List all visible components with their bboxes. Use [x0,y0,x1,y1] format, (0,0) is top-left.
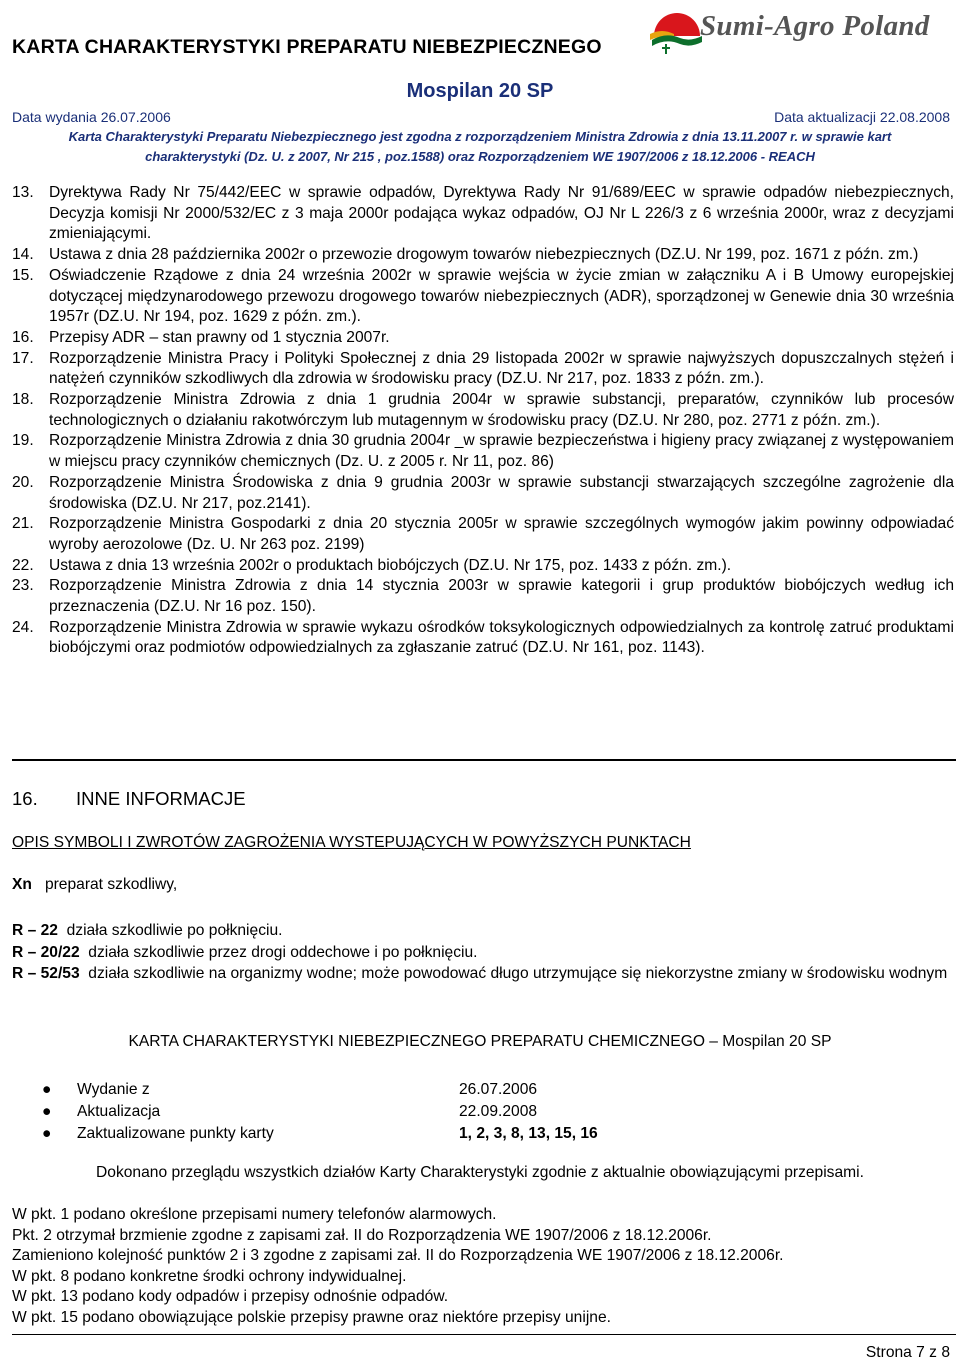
list-item [12,183,954,245]
list-item-number: 14. [12,246,34,264]
list-item-number: 20. [12,473,34,491]
list-item [12,349,954,390]
update-date: Data aktualizacji 22.08.2008 [774,109,950,125]
document-title: KARTA CHARAKTERYSTYKI PREPARATU NIEBEZPIECZNEGO [12,36,602,58]
list-item-number: 19. [12,432,34,450]
change-note: Zamieniono kolejność punktów 2 i 3 zgodne z zapisami zał. II do Rozporządzenia WE 1907/2006 z 18.12.2006r. [12,1247,784,1264]
section-number: 16. [12,788,38,809]
risk-phrase-code: R – 20/22 [12,943,80,961]
list-item-number: 18. [12,391,34,409]
section-heading [12,788,246,810]
hazard-symbol-code: Xn [12,876,32,893]
issue-date: Data wydania 26.07.2006 [12,109,171,125]
company-logo [648,4,953,56]
bullet-icon: ● [42,1125,52,1142]
list-item-text: Rozporządzenie Ministra Zdrowia z dnia 14 stycznia 2003r w sprawie kategorii i grup produktów biobójczych według ich przeznaczenia (DZ.U. Nr 16 poz. 150). [49,577,954,616]
compliance-line: charakterystyki (Dz. U. z 2007, Nr 215 , poz.1588) oraz Rozporządzeniem WE 1907/2006 z 18.12.2006 - REACH [145,149,815,164]
risk-phrase [12,942,956,964]
risk-phrase [12,963,956,985]
list-item [12,576,954,617]
list-item-text: Rozporządzenie Ministra Zdrowia z dnia 1 grudnia 2004r w sprawie substancji, preparatów, czynników lub procesów technologicznych o działaniu rakotwórczym lub mutagennym w środowisku pracy (DZ.U. Nr 280, poz. 2771 z późn. zm.). [49,391,954,429]
list-item [12,514,954,555]
review-statement: Dokonano przeglądu wszystkich działów Karty Charakterystyki zgodnie z aktualnie obowiązującymi przepisami. [96,1164,864,1181]
logo-text: Sumi-Agro Poland [700,10,930,42]
risk-phrase-text: działa szkodliwie przez drogi oddechowe i po połknięciu. [88,943,478,961]
revision-info-item [40,1101,538,1123]
product-name: Mospilan 20 SP [406,80,554,102]
list-item-text: Oświadczenie Rządowe z dnia 24 września 2002r w sprawie wejścia w życie zmian w załączniku A i B Umowy europejskiej dotyczącej międzynarodowego przewozu drogowego towarów niebezpiecznych (ADR), sporządzonej w Genewie dnia 30 września 1957r (DZ.U. Nr 194, poz. 1629 z późn. zm.). [49,266,954,326]
list-item-number: 21. [12,515,34,533]
list-item-number: 24. [12,618,34,636]
list-item-number: 15. [12,266,34,284]
list-item-text: Ustawa z dnia 28 października 2002r o przewozie drogowym towarów niebezpiecznych (DZ.U. Nr 199, poz. 1671 z późn. zm.) [49,246,919,264]
change-note: W pkt. 1 podano określone przepisami numery telefonów alarmowych. [12,1206,497,1223]
compliance-line: Karta Charakterystyki Preparatu Niebezpiecznego jest zgodna z rozporządzeniem Ministra Zdrowia z dnia 13.11.2007 r. w sprawie kart [68,129,892,144]
list-item-text: Dyrektywa Rady Nr 75/442/EEC w sprawie odpadów, Dyrektywa Rady Nr 91/689/EEC w sprawie odpadów niebezpiecznych, Decyzja komisji Nr 2000/532/EC z 3 maja 2000r podająca wykaz odpadów, OJ Nr L 226/3 z 6 września 2000r, wraz z decyzjami zmieniającymi. [49,184,954,243]
list-item-number: 22. [12,556,34,574]
list-item [12,328,954,349]
revision-info-list [40,1079,598,1145]
list-item-text: Rozporządzenie Ministra Zdrowia z dnia 30 grudnia 2004r _w sprawie bezpieczeństwa i higieny pracy związanej z występowaniem w miejscu pracy czynników chemicznych (Dz. U. z 2005 r. Nr 11, poz. 86) [49,432,954,471]
symbols-heading: OPIS SYMBOLI I ZWROTÓW ZAGROŻENIA WYSTEPUJĄCYCH W POWYŻSZYCH PUNKTACH [12,834,691,851]
list-item [12,245,954,266]
change-note: W pkt. 13 podano kody odpadów i przepisy odnośnie odpadów. [12,1288,449,1305]
list-item-number: 16. [12,328,34,346]
hazard-symbol-text: preparat szkodliwy, [44,876,178,893]
list-item [12,266,954,328]
list-item [12,473,954,514]
list-item-text: Rozporządzenie Ministra Pracy i Polityki Społecznej z dnia 29 listopada 2002r w sprawie najwyższych dopuszczalnych stężeń i natężeń czynników szkodliwych dla zdrowia w środowisku pracy (DZ.U. Nr 217, poz. 1833 z późn. zm.). [49,349,954,388]
bullet-icon: ● [42,1081,52,1098]
change-note: W pkt. 8 podano konkretne środki ochrony indywidualnej. [12,1267,407,1285]
bullet-icon: ● [42,1103,52,1120]
risk-phrase-text: działa szkodliwie po połknięciu. [66,922,283,939]
list-item-text: Rozporządzenie Ministra Zdrowia w sprawie wykazu ośrodków toksykologicznych odpowiedzialnych za kontrolę zatruć produktami biobójczymi oraz podmiotów odpowiedzialnych za zgłaszanie zatruć (DZ.U. Nr 161, poz. 1143). [49,618,954,657]
revision-info-label: Aktualizacja [77,1103,161,1120]
change-notes [12,1205,784,1328]
change-note: W pkt. 15 podano obowiązujące polskie przepisy prawne oraz niektóre przepisy unijne. [12,1308,611,1326]
page-number: Strona 7 z 8 [865,1344,950,1361]
regulations-list [12,183,954,659]
list-item [12,618,954,659]
list-item [12,390,954,431]
list-item-number: 13. [12,184,34,201]
revision-info-item [40,1079,538,1101]
list-item-text: Rozporządzenie Ministra Gospodarki z dnia 20 stycznia 2005r w sprawie szczególnych wymogów jakim powinny odpowiadać wyroby aerozolowe (Dz. U. Nr 263 poz. 2199) [49,515,954,553]
list-item-number: 23. [12,577,34,595]
list-item-text: Rozporządzenie Ministra Środowiska z dnia 9 grudnia 2003r w sprawie substancji stwarzających szczególne zagrożenie dla środowiska (DZ.U. Nr 217, poz.2141). [49,473,954,512]
karta-title-line: KARTA CHARAKTERYSTYKI NIEBEZPIECZNEGO PREPARATU CHEMICZNEGO – Mospilan 20 SP [128,1033,832,1050]
risk-phrase-code: R – 22 [12,922,58,939]
list-item-text: Ustawa z dnia 13 września 2002r o produktach biobójczych (DZ.U. Nr 175, poz. 1433 z późn. zm.). [49,556,732,574]
list-item-number: 17. [12,349,34,367]
change-note: Pkt. 2 otrzymał brzmienie zgodne z zapisami zał. II do Rozporządzenia WE 1907/2006 z 18.12.2006r. [12,1226,712,1244]
revision-info-value: 22.09.2008 [459,1103,538,1120]
revision-info-label: Wydanie z [77,1081,150,1098]
logo-emblem-icon [648,4,706,56]
revision-info-value: 1, 2, 3, 8, 13, 15, 16 [459,1125,598,1142]
footer-divider [12,1334,956,1335]
compliance-note [0,127,960,167]
revision-info-item [40,1123,598,1145]
list-item [12,431,954,472]
risk-phrase-code: R – 52/53 [12,965,80,982]
list-item [12,556,954,577]
risk-phrases [12,920,956,985]
revision-info-value: 26.07.2006 [459,1081,538,1098]
revision-info-label: Zaktualizowane punkty karty [77,1125,274,1142]
list-item-text: Przepisy ADR – stan prawny od 1 stycznia 2007r. [49,328,390,346]
hazard-symbol [12,876,177,894]
risk-phrase [12,920,956,942]
risk-phrase-text: działa szkodliwie na organizmy wodne; może powodować długo utrzymujące się niekorzystne zmiany w środowisku wodnym [88,965,948,982]
section-title: INNE INFORMACJE [76,788,246,809]
section-divider [12,759,956,761]
